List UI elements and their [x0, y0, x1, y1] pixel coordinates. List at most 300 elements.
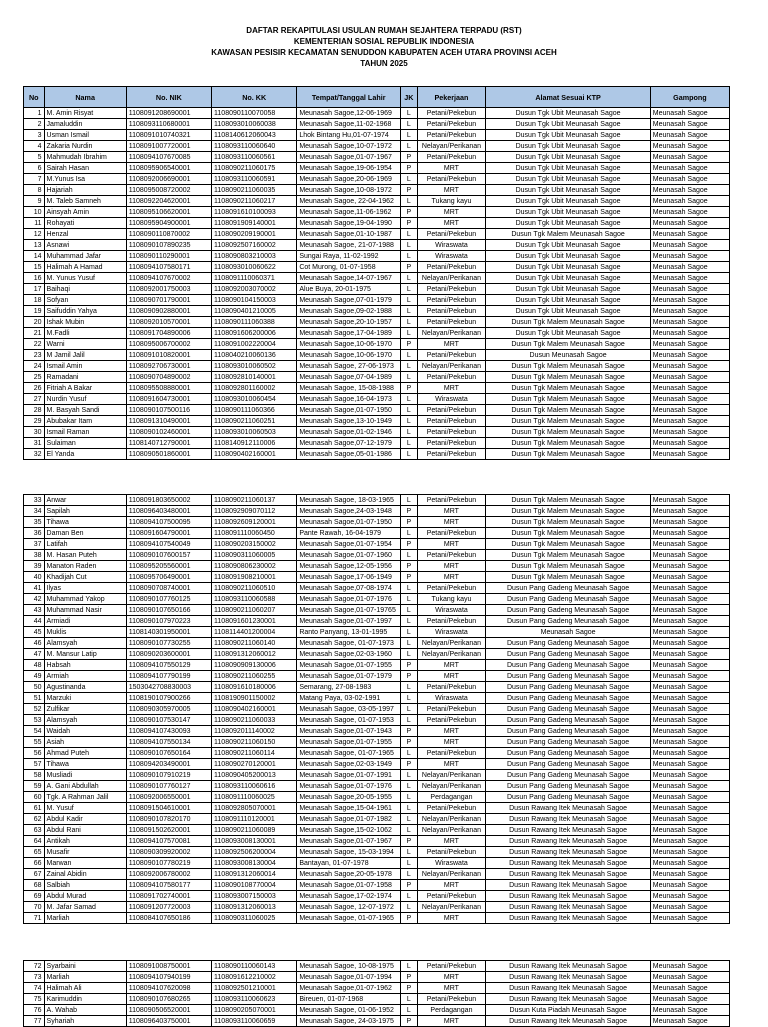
cell-tempat-tanggal-lahir: Lhok Bintang Hu,01-07-1974: [297, 130, 401, 141]
cell-tempat-tanggal-lahir: Meunasah Sagoe,01-07-1960: [297, 550, 401, 561]
table-row: [24, 759, 730, 770]
cell-tempat-tanggal-lahir: Meunasah Sagoe,20-06-1969: [297, 174, 401, 185]
recap-table-page3: [23, 960, 730, 1027]
cell-jk: L: [401, 627, 417, 638]
cell-kk: 1108090803210003: [212, 251, 297, 262]
cell-jk: L: [401, 902, 417, 913]
cell-jk: L: [401, 961, 417, 972]
cell-no: 45: [24, 627, 45, 638]
cell-no: 76: [24, 1005, 45, 1016]
cell-no: 26: [24, 383, 45, 394]
cell-nama: Syarbaini: [44, 961, 126, 972]
cell-nama: Armiadi: [44, 616, 126, 627]
cell-kk: 1108091110060450: [212, 528, 297, 539]
cell-pekerjaan: Petani/Pekebun: [417, 704, 486, 715]
cell-nama: Warni: [44, 339, 126, 350]
cell-kk: 1108090211060255: [212, 671, 297, 682]
table-row: [24, 682, 730, 693]
cell-nik: 1108090107730255: [126, 638, 211, 649]
cell-nik: 1108091310490001: [126, 416, 211, 427]
cell-gampong: Meunasah Sagoe: [650, 550, 729, 561]
cell-gampong: Meunasah Sagoe: [650, 539, 729, 550]
table-row: [24, 880, 730, 891]
cell-kk: 1108091110060371: [212, 273, 297, 284]
cell-gampong: Meunasah Sagoe: [650, 350, 729, 361]
cell-nik: 1108094107670002: [126, 273, 211, 284]
cell-tempat-tanggal-lahir: Cot Murong, 01-07-1958: [297, 262, 401, 273]
cell-alamat: Dusun Tgk Ubit Meunasah Sagoe: [486, 163, 650, 174]
cell-nik: 1108092006690001: [126, 174, 211, 185]
cell-gampong: Meunasah Sagoe: [650, 814, 729, 825]
table-row: [24, 495, 730, 506]
cell-nik: 1108091008750001: [126, 961, 211, 972]
cell-gampong: Meunasah Sagoe: [650, 207, 729, 218]
col-header-pekerjaan: Pekerjaan: [417, 87, 486, 108]
cell-kk: 1108092805070001: [212, 803, 297, 814]
cell-kk: 1108092801160002: [212, 383, 297, 394]
table-row: [24, 726, 730, 737]
cell-alamat: Dusun Pang Gadeng Meunasah Sagoe: [486, 759, 650, 770]
table-row: [24, 847, 730, 858]
cell-no: 69: [24, 891, 45, 902]
cell-tempat-tanggal-lahir: Meunasah Sagoe,10-06-1970: [297, 350, 401, 361]
cell-nik: 1108091704890006: [126, 328, 211, 339]
cell-jk: P: [401, 339, 417, 350]
cell-tempat-tanggal-lahir: Meunasah Sagoe,11-02-1968: [297, 119, 401, 130]
cell-nama: M. Mansur Latip: [44, 649, 126, 660]
cell-nama: Khadijah Cut: [44, 572, 126, 583]
cell-nik: 1108090309920002: [126, 847, 211, 858]
cell-tempat-tanggal-lahir: Meunasah Sagoe,17-02-1974: [297, 891, 401, 902]
cell-jk: L: [401, 704, 417, 715]
cell-nama: El Yanda: [44, 449, 126, 460]
cell-jk: P: [401, 539, 417, 550]
cell-tempat-tanggal-lahir: Meunasah Sagoe, 22-04-1962: [297, 196, 401, 207]
cell-gampong: Meunasah Sagoe: [650, 913, 729, 924]
cell-alamat: Dusun Rawang Itek Meunasah Sagoe: [486, 803, 650, 814]
cell-nama: Marwan: [44, 858, 126, 869]
cell-gampong: Meunasah Sagoe: [650, 174, 729, 185]
cell-jk: P: [401, 163, 417, 174]
cell-kk: 1108090270120001: [212, 759, 297, 770]
cell-alamat: Dusun Pang Gadeng Meunasah Sagoe: [486, 671, 650, 682]
cell-nik: 1108092706730001: [126, 361, 211, 372]
cell-nik: 1108095706490001: [126, 572, 211, 583]
table-row: [24, 660, 730, 671]
cell-no: 10: [24, 207, 45, 218]
cell-alamat: Dusun Tgk Malem Meunasah Sagoe: [486, 361, 650, 372]
cell-gampong: Meunasah Sagoe: [650, 251, 729, 262]
cell-nama: Sulaiman: [44, 438, 126, 449]
cell-alamat: Dusun Rawang Itek Meunasah Sagoe: [486, 902, 650, 913]
cell-alamat: Dusun Tgk Malem Meunasah Sagoe: [486, 495, 650, 506]
cell-nama: Marzuki: [44, 693, 126, 704]
cell-no: 60: [24, 792, 45, 803]
cell-tempat-tanggal-lahir: Meunasah Sagoe,15-04-1961: [297, 803, 401, 814]
cell-jk: L: [401, 847, 417, 858]
cell-pekerjaan: Petani/Pekebun: [417, 715, 486, 726]
cell-pekerjaan: MRT: [417, 517, 486, 528]
cell-tempat-tanggal-lahir: Meunasah Sagoe,10-06-1970: [297, 339, 401, 350]
cell-alamat: Dusun Pang Gadeng Meunasah Sagoe: [486, 704, 650, 715]
cell-jk: L: [401, 994, 417, 1005]
cell-kk: 1108092909070112: [212, 506, 297, 517]
cell-nik: 1108094107430093: [126, 726, 211, 737]
cell-tempat-tanggal-lahir: Sungai Raya, 11-02-1992: [297, 251, 401, 262]
cell-kk: 1108093008130004: [212, 858, 297, 869]
cell-tempat-tanggal-lahir: Meunasah Sagoe, 27-06-1973: [297, 361, 401, 372]
cell-nik: 1108091007720001: [126, 141, 211, 152]
cell-alamat: Dusun Tgk Ubit Meunasah Sagoe: [486, 328, 650, 339]
cell-nama: Jamaluddin: [44, 119, 126, 130]
cell-no: 6: [24, 163, 45, 174]
cell-kk: 1108090110060143: [212, 961, 297, 972]
table-row: [24, 130, 730, 141]
cell-kk: 1108090211060175: [212, 163, 297, 174]
cell-nama: Tgk. A Rahman Jalil: [44, 792, 126, 803]
cell-kk: 1108090211060035: [212, 185, 297, 196]
cell-pekerjaan: Petani/Pekebun: [417, 130, 486, 141]
cell-alamat: Dusun Rawang Itek Meunasah Sagoe: [486, 1016, 650, 1027]
cell-tempat-tanggal-lahir: Ranto Panyang, 13-01-1995: [297, 627, 401, 638]
cell-gampong: Meunasah Sagoe: [650, 638, 729, 649]
cell-nik: 1108091010820001: [126, 350, 211, 361]
table-row: [24, 350, 730, 361]
cell-pekerjaan: Petani/Pekebun: [417, 174, 486, 185]
cell-nama: Muhammad Nasir: [44, 605, 126, 616]
table-row: [24, 174, 730, 185]
cell-pekerjaan: Petani/Pekebun: [417, 994, 486, 1005]
cell-tempat-tanggal-lahir: Meunasah Sagoe,01-02-1946: [297, 427, 401, 438]
table-row: [24, 383, 730, 394]
cell-no: 17: [24, 284, 45, 295]
cell-nama: Muhammad Jafar: [44, 251, 126, 262]
cell-pekerjaan: Nelayan/Perikanan: [417, 328, 486, 339]
cell-alamat: Dusun Pang Gadeng Meunasah Sagoe: [486, 715, 650, 726]
cell-pekerjaan: Petani/Pekebun: [417, 152, 486, 163]
cell-gampong: Meunasah Sagoe: [650, 880, 729, 891]
cell-pekerjaan: Petani/Pekebun: [417, 528, 486, 539]
cell-pekerjaan: Petani/Pekebun: [417, 372, 486, 383]
cell-nama: Asiah: [44, 737, 126, 748]
cell-nik: 1108091010740321: [126, 130, 211, 141]
cell-jk: L: [401, 770, 417, 781]
cell-nik: 1108090107780219: [126, 858, 211, 869]
cell-jk: P: [401, 671, 417, 682]
cell-tempat-tanggal-lahir: Meunasah Sagoe,01-07-1962: [297, 983, 401, 994]
cell-jk: L: [401, 273, 417, 284]
cell-gampong: Meunasah Sagoe: [650, 152, 729, 163]
table-row: [24, 748, 730, 759]
cell-tempat-tanggal-lahir: Meunasah Sagoe,16-04-1973: [297, 394, 401, 405]
cell-nik: 1108090107530147: [126, 715, 211, 726]
cell-pekerjaan: Petani/Pekebun: [417, 961, 486, 972]
cell-nama: Ainsyah Amin: [44, 207, 126, 218]
cell-pekerjaan: Petani/Pekebun: [417, 295, 486, 306]
cell-gampong: Meunasah Sagoe: [650, 836, 729, 847]
cell-pekerjaan: Nelayan/Perikanan: [417, 869, 486, 880]
cell-jk: L: [401, 869, 417, 880]
cell-no: 20: [24, 317, 45, 328]
cell-jk: L: [401, 858, 417, 869]
cell-nama: Abdul Kadir: [44, 814, 126, 825]
cell-gampong: Meunasah Sagoe: [650, 803, 729, 814]
cell-jk: P: [401, 737, 417, 748]
cell-nik: 1108095904900001: [126, 218, 211, 229]
cell-pekerjaan: Nelayan/Perikanan: [417, 781, 486, 792]
cell-nik: 1108090107650166: [126, 605, 211, 616]
cell-tempat-tanggal-lahir: Meunasah Sagoe,19-04-1990: [297, 218, 401, 229]
cell-no: 9: [24, 196, 45, 207]
cell-gampong: Meunasah Sagoe: [650, 972, 729, 983]
cell-no: 35: [24, 517, 45, 528]
cell-alamat: Dusun Tgk Malem Meunasah Sagoe: [486, 539, 650, 550]
cell-jk: L: [401, 350, 417, 361]
cell-alamat: Dusun Tgk Malem Meunasah Sagoe: [486, 427, 650, 438]
cell-nama: Usman Ismail: [44, 130, 126, 141]
cell-alamat: Dusun Tgk Malem Meunasah Sagoe: [486, 317, 650, 328]
cell-no: 5: [24, 152, 45, 163]
cell-pekerjaan: MRT: [417, 913, 486, 924]
cell-nama: A. Wahab: [44, 1005, 126, 1016]
cell-gampong: Meunasah Sagoe: [650, 961, 729, 972]
cell-tempat-tanggal-lahir: Meunasah Sagoe,01-07-1954: [297, 539, 401, 550]
cell-kk: 1108090110070058: [212, 108, 297, 119]
cell-tempat-tanggal-lahir: Meunasah Sagoe,01-07-19765: [297, 605, 401, 616]
cell-alamat: Dusun Pang Gadeng Meunasah Sagoe: [486, 792, 650, 803]
cell-nama: Muhammad Yakop: [44, 594, 126, 605]
cell-nik: 1108090102460001: [126, 427, 211, 438]
cell-gampong: Meunasah Sagoe: [650, 495, 729, 506]
cell-gampong: Meunasah Sagoe: [650, 405, 729, 416]
cell-no: 73: [24, 972, 45, 983]
table-row: [24, 506, 730, 517]
cell-gampong: Meunasah Sagoe: [650, 994, 729, 1005]
cell-nama: Ahmad Puteh: [44, 748, 126, 759]
table-row: [24, 693, 730, 704]
cell-tempat-tanggal-lahir: Meunasah Sagoe, 01-07-1965: [297, 748, 401, 759]
cell-nik: 1108091803650002: [126, 495, 211, 506]
cell-gampong: Meunasah Sagoe: [650, 649, 729, 660]
cell-no: 65: [24, 847, 45, 858]
cell-tempat-tanggal-lahir: Meunasah Sagoe,09-02-1988: [297, 306, 401, 317]
table-row: [24, 902, 730, 913]
cell-nama: M. Amin Risyat: [44, 108, 126, 119]
cell-jk: L: [401, 449, 417, 460]
cell-gampong: Meunasah Sagoe: [650, 759, 729, 770]
cell-kk: 1108090402160001: [212, 449, 297, 460]
cell-no: 54: [24, 726, 45, 737]
cell-no: 53: [24, 715, 45, 726]
table-row: [24, 983, 730, 994]
cell-nik: 1108090305970005: [126, 704, 211, 715]
cell-kk: 1108114401200004: [212, 627, 297, 638]
cell-kk: 1108090311060005: [212, 550, 297, 561]
cell-no: 51: [24, 693, 45, 704]
cell-kk: 1108190901150002: [212, 693, 297, 704]
cell-no: 36: [24, 528, 45, 539]
table-row: [24, 737, 730, 748]
cell-no: 19: [24, 306, 45, 317]
cell-gampong: Meunasah Sagoe: [650, 284, 729, 295]
cell-jk: L: [401, 328, 417, 339]
cell-kk: 1108091312060012: [212, 649, 297, 660]
cell-alamat: Dusun Rawang Itek Meunasah Sagoe: [486, 814, 650, 825]
cell-alamat: Dusun Pang Gadeng Meunasah Sagoe: [486, 649, 650, 660]
table-row: [24, 994, 730, 1005]
table-row: [24, 273, 730, 284]
cell-tempat-tanggal-lahir: Meunasah Sagoe, 15-03-1994: [297, 847, 401, 858]
cell-no: 29: [24, 416, 45, 427]
cell-nik: 1108140301950001: [126, 627, 211, 638]
cell-jk: P: [401, 506, 417, 517]
cell-gampong: Meunasah Sagoe: [650, 704, 729, 715]
cell-pekerjaan: MRT: [417, 737, 486, 748]
cell-jk: P: [401, 836, 417, 847]
cell-tempat-tanggal-lahir: Bantayan, 01-07-1978: [297, 858, 401, 869]
table-row: [24, 449, 730, 460]
cell-gampong: Meunasah Sagoe: [650, 361, 729, 372]
cell-jk: L: [401, 715, 417, 726]
table-row: [24, 605, 730, 616]
cell-nama: Marliah: [44, 913, 126, 924]
cell-nama: Waidah: [44, 726, 126, 737]
cell-tempat-tanggal-lahir: Meunasah Sagoe,12-06-1969: [297, 108, 401, 119]
cell-jk: P: [401, 262, 417, 273]
cell-nik: 1108091502620001: [126, 825, 211, 836]
cell-pekerjaan: Wiraswata: [417, 858, 486, 869]
cell-gampong: Meunasah Sagoe: [650, 163, 729, 174]
cell-alamat: Dusun Pang Gadeng Meunasah Sagoe: [486, 781, 650, 792]
cell-alamat: Dusun Tgk Malem Meunasah Sagoe: [486, 550, 650, 561]
cell-pekerjaan: Petani/Pekebun: [417, 803, 486, 814]
cell-nik: 1108090107970223: [126, 616, 211, 627]
cell-nama: Henzal: [44, 229, 126, 240]
cell-gampong: Meunasah Sagoe: [650, 671, 729, 682]
cell-no: 74: [24, 983, 45, 994]
cell-alamat: Dusun Tgk Ubit Meunasah Sagoe: [486, 196, 650, 207]
cell-no: 46: [24, 638, 45, 649]
cell-pekerjaan: Petani/Pekebun: [417, 119, 486, 130]
cell-nik: 1108090708740001: [126, 583, 211, 594]
cell-jk: L: [401, 174, 417, 185]
cell-alamat: Dusun Tgk Malem Meunasah Sagoe: [486, 372, 650, 383]
table-row: [24, 427, 730, 438]
cell-jk: P: [401, 207, 417, 218]
cell-nik: 1108095106620001: [126, 207, 211, 218]
cell-alamat: Dusun Tgk Malem Meunasah Sagoe: [486, 528, 650, 539]
cell-jk: L: [401, 605, 417, 616]
cell-pekerjaan: Wiraswata: [417, 240, 486, 251]
cell-kk: 1108092003070002: [212, 284, 297, 295]
cell-kk: 1108091312060014: [212, 869, 297, 880]
cell-no: 25: [24, 372, 45, 383]
cell-no: 66: [24, 858, 45, 869]
cell-nama: M. Yusuf: [44, 803, 126, 814]
cell-alamat: Dusun Kuta Piadah Meunasah Sagoe: [486, 1005, 650, 1016]
table-row: [24, 961, 730, 972]
cell-tempat-tanggal-lahir: Meunasah Sagoe,01-07-1950: [297, 405, 401, 416]
cell-no: 30: [24, 427, 45, 438]
cell-jk: L: [401, 550, 417, 561]
cell-no: 13: [24, 240, 45, 251]
cell-jk: P: [401, 972, 417, 983]
cell-tempat-tanggal-lahir: Meunasah Sagoe,07-01-1979: [297, 295, 401, 306]
cell-kk: 1108090402160001: [212, 704, 297, 715]
cell-kk: 1108091606200006: [212, 328, 297, 339]
cell-pekerjaan: Petani/Pekebun: [417, 317, 486, 328]
cell-kk: 1108090108770004: [212, 880, 297, 891]
cell-nama: Musafir: [44, 847, 126, 858]
table-row: [24, 163, 730, 174]
cell-alamat: Dusun Rawang Itek Meunasah Sagoe: [486, 880, 650, 891]
cell-jk: L: [401, 196, 417, 207]
cell-no: 32: [24, 449, 45, 460]
table-row: [24, 550, 730, 561]
cell-nik: 1108091207720003: [126, 902, 211, 913]
cell-no: 75: [24, 994, 45, 1005]
cell-tempat-tanggal-lahir: Meunasah Sagoe,14-07-1967: [297, 273, 401, 284]
cell-jk: L: [401, 616, 417, 627]
cell-no: 42: [24, 594, 45, 605]
cell-alamat: Dusun Tgk Ubit Meunasah Sagoe: [486, 185, 650, 196]
cell-pekerjaan: Nelayan/Perikanan: [417, 361, 486, 372]
cell-tempat-tanggal-lahir: Meunasah Sagoe, 03-05-1997: [297, 704, 401, 715]
cell-jk: L: [401, 495, 417, 506]
cell-alamat: Dusun Rawang Itek Meunasah Sagoe: [486, 983, 650, 994]
cell-pekerjaan: Wiraswata: [417, 251, 486, 262]
cell-kk: 1108090211060089: [212, 825, 297, 836]
cell-kk: 1108093110060659: [212, 1016, 297, 1027]
cell-nama: Rohayati: [44, 218, 126, 229]
cell-nik: 1108094107620098: [126, 983, 211, 994]
cell-gampong: Meunasah Sagoe: [650, 627, 729, 638]
cell-nama: Manaton Raden: [44, 561, 126, 572]
cell-gampong: Meunasah Sagoe: [650, 394, 729, 405]
cell-gampong: Meunasah Sagoe: [650, 715, 729, 726]
cell-nik: 1108090107820170: [126, 814, 211, 825]
cell-alamat: Dusun Meunasah Sagoe: [486, 350, 650, 361]
cell-kk: 1108090211060140: [212, 638, 297, 649]
cell-gampong: Meunasah Sagoe: [650, 737, 729, 748]
cell-jk: P: [401, 218, 417, 229]
cell-no: 39: [24, 561, 45, 572]
cell-nama: Marliah: [44, 972, 126, 983]
table-row: [24, 262, 730, 273]
cell-nik: 1108094107580171: [126, 262, 211, 273]
cell-pekerjaan: Petani/Pekebun: [417, 438, 486, 449]
cell-alamat: Dusun Pang Gadeng Meunasah Sagoe: [486, 638, 650, 649]
cell-jk: L: [401, 130, 417, 141]
cell-gampong: Meunasah Sagoe: [650, 748, 729, 759]
cell-jk: L: [401, 405, 417, 416]
cell-kk: 1108092501210001: [212, 983, 297, 994]
cell-nama: Tihawa: [44, 759, 126, 770]
cell-nama: Sofyan: [44, 295, 126, 306]
cell-nik: 1108090203600001: [126, 649, 211, 660]
cell-alamat: Dusun Tgk Ubit Meunasah Sagoe: [486, 130, 650, 141]
cell-alamat: Dusun Rawang Itek Meunasah Sagoe: [486, 825, 650, 836]
cell-gampong: Meunasah Sagoe: [650, 119, 729, 130]
cell-gampong: Meunasah Sagoe: [650, 825, 729, 836]
table-row: [24, 528, 730, 539]
cell-nama: Ismail Amin: [44, 361, 126, 372]
cell-kk: 1108092506200004: [212, 847, 297, 858]
cell-pekerjaan: MRT: [417, 880, 486, 891]
table-row: [24, 869, 730, 880]
cell-pekerjaan: Wiraswata: [417, 627, 486, 638]
cell-alamat: Dusun Rawang Itek Meunasah Sagoe: [486, 913, 650, 924]
